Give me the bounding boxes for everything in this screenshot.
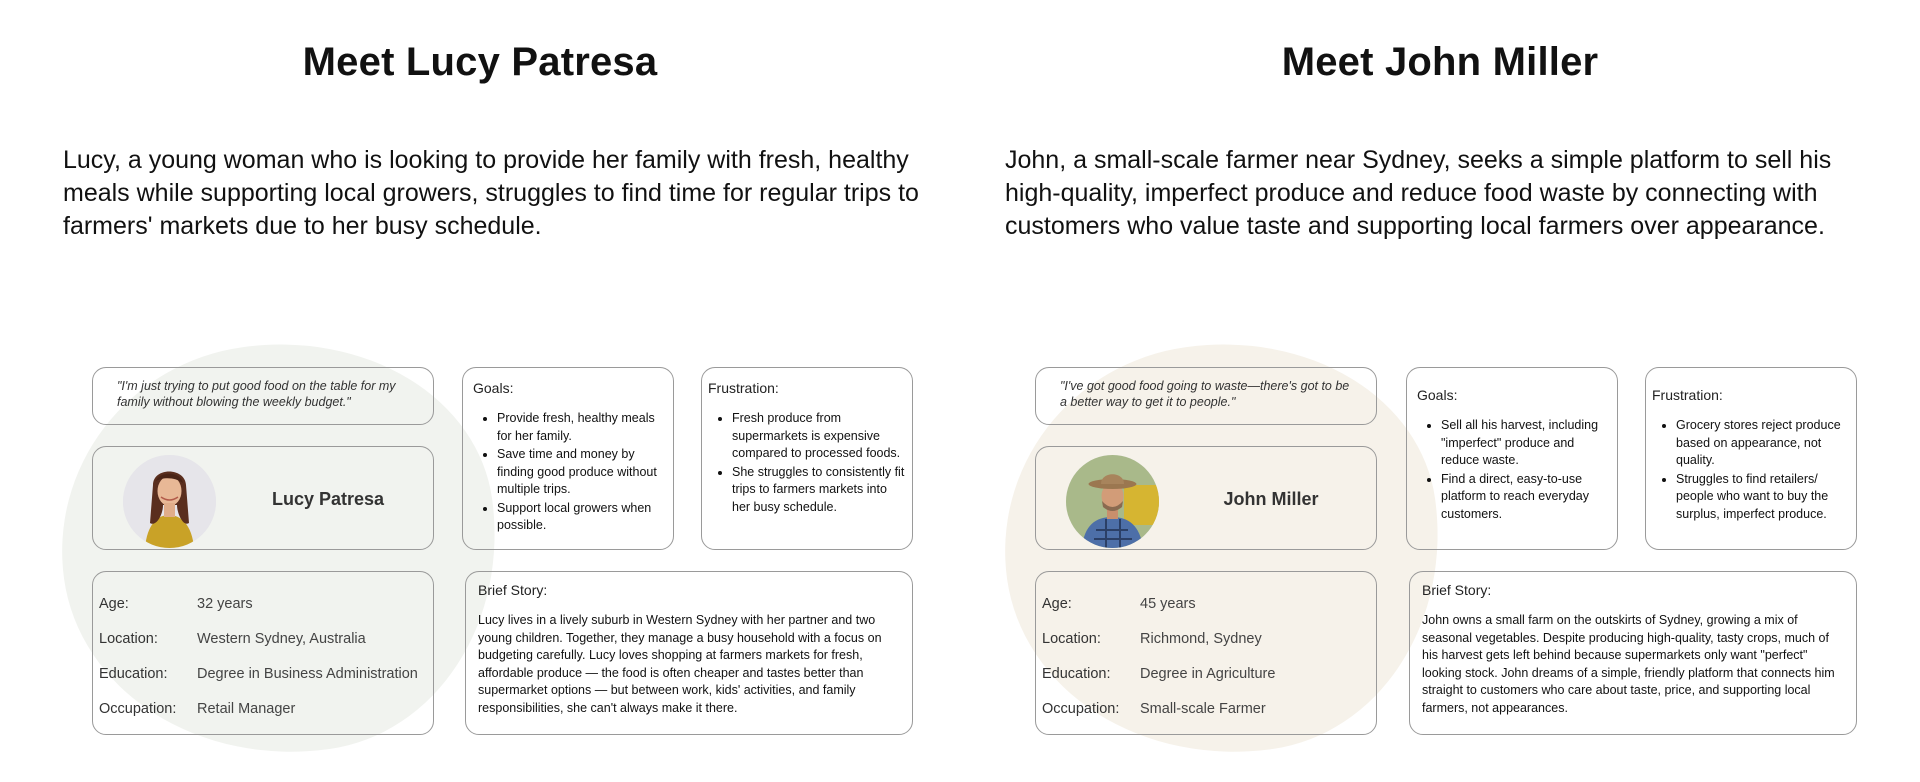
avatar [123, 455, 216, 548]
detail-value: Richmond, Sydney [1140, 630, 1262, 647]
story-text: Lucy lives in a lively suburb in Western Sydney with her partner and two young children. Together, they manage a busy household with a focus on budgeting carefully. Lucy loves shopping at farmers markets for fresh, affordable produce — the food is often cheaper and tastes better than supermarket options — but between work, kids' activities, and family responsibilities, she can't always make it there. [478, 613, 882, 715]
detail-value: Degree in Agriculture [1140, 665, 1276, 682]
detail-label: Education: [1042, 665, 1111, 682]
frustration-list [708, 410, 906, 516]
persona-intro: Lucy, a young woman who is looking to provide her family with fresh, healthy meals while supporting local growers, struggles to find time for regular trips to farmers' markets due to her busy schedule. [63, 146, 919, 240]
persona-intro: John, a small-scale farmer near Sydney, seeks a simple platform to sell his high-quality, imperfect produce and reduce food waste by connecting with customers who value taste and supporting local farmers over appearance. [1005, 146, 1832, 240]
goals-list [1417, 417, 1607, 523]
detail-row-location [1042, 621, 1376, 656]
detail-row-occupation [1042, 691, 1376, 726]
detail-value: 32 years [197, 595, 253, 612]
story-heading: Brief Story: [1422, 582, 1492, 598]
frustration-heading: Frustration: [1652, 387, 1723, 403]
list-item: • Save time and money by finding good produce without multiple trips. [497, 446, 663, 499]
profile-card [92, 446, 434, 550]
story-card [465, 571, 913, 735]
woman-portrait-icon [123, 455, 216, 548]
detail-row-age [1042, 586, 1376, 621]
list-item: • Find a direct, easy-to-use platform to reach everyday customers. [1441, 471, 1607, 524]
list-item: • Fresh produce from supermarkets is expensive compared to processed foods. [732, 410, 906, 463]
details-card [92, 571, 434, 735]
detail-value: Degree in Business Administration [197, 665, 418, 682]
detail-label: Occupation: [99, 700, 177, 717]
list-item: • She struggles to consistently fit trips to farmers markets into her busy schedule. [732, 464, 906, 517]
detail-row-age [99, 586, 433, 621]
detail-row-occupation [99, 691, 433, 726]
detail-label: Education: [99, 665, 168, 682]
story-text: John owns a small farm on the outskirts of Sydney, growing a mix of seasonal vegetables. Despite producing high-quality, tasty crops, much of his harvest gets left behind because supermarkets only want "perfect" looking stock. John dreams of a simple, friendly platform that connects him straight to customers who care about taste, price, and supporting local farmers, not appearances. [1422, 613, 1835, 715]
persona-title: Meet John Miller [1281, 40, 1599, 84]
persona-john [960, 0, 1920, 749]
frustration-list [1652, 417, 1850, 523]
detail-value: Retail Manager [197, 700, 296, 717]
detail-value: 45 years [1140, 595, 1196, 612]
list-item: • Support local growers when possible. [497, 500, 663, 535]
goals-heading: Goals: [473, 380, 514, 396]
detail-label: Age: [1042, 595, 1072, 612]
detail-label: Occupation: [1042, 700, 1120, 717]
quote-card [92, 367, 434, 425]
persona-lucy [0, 0, 960, 749]
detail-row-education [1042, 656, 1376, 691]
list-item: • Sell all his harvest, including "imperfect" produce and reduce waste. [1441, 417, 1607, 470]
goals-heading: Goals: [1417, 387, 1458, 403]
detail-label: Location: [1042, 630, 1101, 647]
farmer-portrait-icon [1066, 455, 1159, 548]
list-item: • Struggles to find retailers/ people who want to buy the surplus, imperfect produce. [1676, 471, 1850, 524]
goals-list [473, 410, 663, 535]
avatar [1066, 455, 1159, 548]
profile-card [1035, 446, 1377, 550]
frustration-heading: Frustration: [708, 380, 779, 396]
detail-row-location [99, 621, 433, 656]
story-heading: Brief Story: [478, 582, 548, 598]
quote-text: "I'm just trying to put good food on the table for my family without blowing the weekly budget." [117, 379, 396, 409]
persona-name: John Miller [1223, 488, 1319, 509]
quote-text: "I've got good food going to waste—there's got to be a better way to get it to people." [1060, 379, 1350, 409]
persona-title: Meet Lucy Patresa [302, 40, 658, 84]
detail-value: Small-scale Farmer [1140, 700, 1266, 717]
details-card [1035, 571, 1377, 735]
detail-row-education [99, 656, 433, 691]
goals-card [1406, 367, 1618, 550]
goals-card [462, 367, 674, 550]
story-card [1409, 571, 1857, 735]
detail-label: Location: [99, 630, 158, 647]
quote-card [1035, 367, 1377, 425]
frustration-card [701, 367, 913, 550]
list-item: • Provide fresh, healthy meals for her family. [497, 410, 663, 445]
detail-value: Western Sydney, Australia [197, 630, 366, 647]
detail-label: Age: [99, 595, 129, 612]
frustration-card [1645, 367, 1857, 550]
persona-name: Lucy Patresa [271, 488, 385, 509]
list-item: • Grocery stores reject produce based on appearance, not quality. [1676, 417, 1850, 470]
